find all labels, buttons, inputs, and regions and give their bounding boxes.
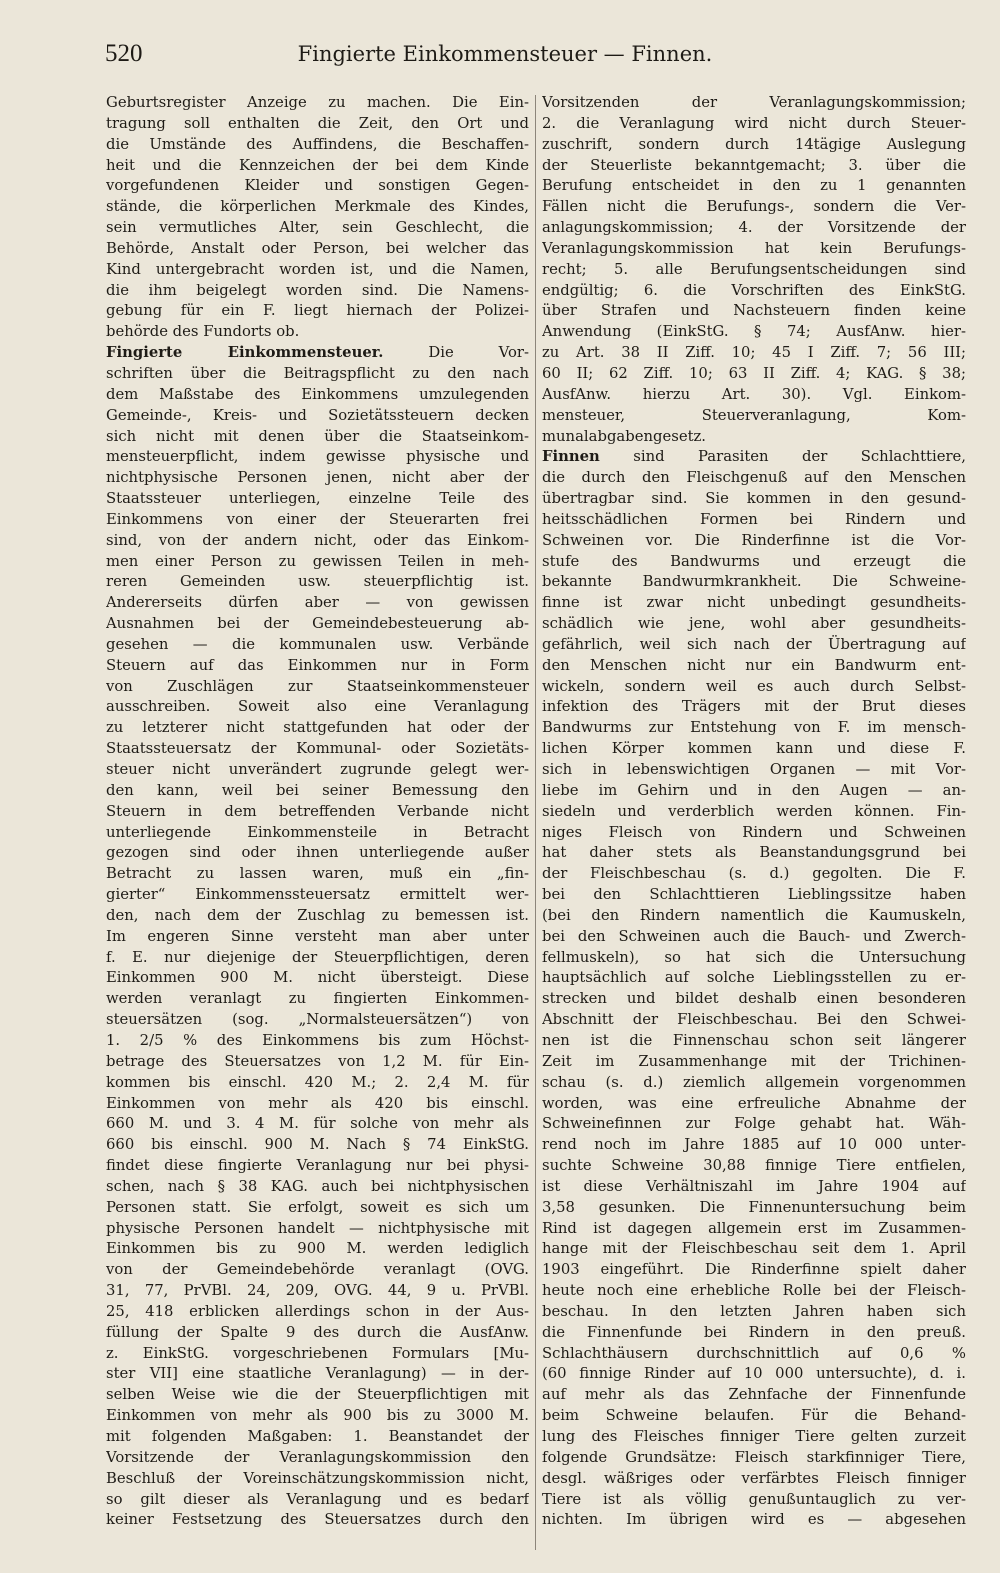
left-column-line: f. E. nur diejenige der Steuerpflichtigen, deren xyxy=(106,948,529,966)
right-column-line: ist diese Verhältniszahl im Jahre 1904 auf xyxy=(542,1177,966,1195)
right-column-line: 60 II; 62 Ziff. 10; 63 II Ziff. 4; KAG. § 38; xyxy=(542,364,966,382)
right-column-line: Schweinefinnen zur Folge gehabt hat. Wäh- xyxy=(542,1115,966,1133)
left-column-line: kommen bis einschl. 420 M.; 2. 2,4 M. für xyxy=(106,1073,529,1091)
left-column-line: physische Personen handelt — nichtphysische mit xyxy=(106,1219,529,1237)
right-column-line: Bandwurms zur Entstehung von F. im mensch- xyxy=(542,719,966,737)
right-column-line: stufe des Bandwurms und erzeugt die xyxy=(542,552,966,570)
left-column-line: zu letzterer nicht stattgefunden hat oder der xyxy=(106,719,529,737)
running-title: Fingierte Einkommensteuer — Finnen. xyxy=(297,42,713,66)
left-column-line: mensteuerpflicht, indem gewisse physische und xyxy=(106,448,529,466)
right-column-line: rend noch im Jahre 1885 auf 10 000 unter- xyxy=(542,1136,966,1154)
left-column-line: Behörde, Anstalt oder Person, bei welcher das xyxy=(106,239,529,257)
right-column-line: die durch den Fleischgenuß auf den Menschen xyxy=(542,469,966,487)
left-column-line: dem Maßstabe des Einkommens umzulegenden xyxy=(106,385,529,403)
right-column-line: der Steuerliste bekanntgemacht; 3. über die xyxy=(542,156,966,174)
left-column-line: Steuern in dem betreffenden Verbande nicht xyxy=(106,802,529,820)
right-column-line: bei den Schweinen auch die Bauch- und Zwerch- xyxy=(542,927,966,945)
left-column-line: nichtphysische Personen jenen, nicht aber der xyxy=(106,469,529,487)
right-column-line: Rind ist dagegen allgemein erst im Zusammen- xyxy=(542,1219,966,1237)
left-column-line: Einkommen von mehr als 420 bis einschl. xyxy=(106,1094,529,1112)
left-column-line: die Umstände des Auffindens, die Beschaffen- xyxy=(106,135,529,153)
right-column-line: Veranlagungskommission hat kein Berufungs- xyxy=(542,239,966,257)
right-column-line: die Finnenfunde bei Rindern in den preuß. xyxy=(542,1323,966,1341)
left-column-line: den, nach dem der Zuschlag zu bemessen ist. xyxy=(106,906,529,924)
right-column-line: finne ist zwar nicht unbedingt gesundheits- xyxy=(542,594,966,612)
right-column-line: (bei den Rindern namentlich die Kaumuskeln, xyxy=(542,906,966,924)
left-column-line: gezogen sind oder ihnen unterliegende außer xyxy=(106,844,529,862)
right-column-line: mensteuer, Steuerveranlagung, Kom- xyxy=(542,406,966,424)
left-column-line: 1. 2/5 % des Einkommens bis zum Höchst- xyxy=(106,1031,529,1049)
left-column-line: findet diese fingierte Veranlagung nur bei physi- xyxy=(106,1157,529,1175)
right-column-line: 1903 eingeführt. Die Rinderfinne spielt daher xyxy=(542,1261,966,1279)
left-column-line: Andererseits dürfen aber — von gewissen xyxy=(106,594,529,612)
right-column-line: Schlachthäusern durchschnittlich auf 0,6 % xyxy=(542,1344,966,1362)
left-column-line: sich nicht mit denen über die Staatseinkom- xyxy=(106,427,529,445)
left-column-line: füllung der Spalte 9 des durch die AusfAnw. xyxy=(106,1323,529,1341)
left-column xyxy=(106,93,529,1553)
left-column-line: betrage des Steuersatzes von 1,2 M. für Ein- xyxy=(106,1052,529,1070)
right-column-line: zuschrift, sondern durch 14tägige Auslegung xyxy=(542,135,966,153)
right-column-line: niges Fleisch von Rindern und Schweinen xyxy=(542,823,966,841)
left-column-line: gebung für ein F. liegt hiernach der Polizei- xyxy=(106,302,529,320)
right-column-line: bekannte Bandwurmkrankheit. Die Schweine- xyxy=(542,573,966,591)
right-column-line: Zeit im Zusammenhange mit der Trichinen- xyxy=(542,1052,966,1070)
left-column-line: behörde des Fundorts ob. xyxy=(106,323,300,341)
left-column-line: Ausnahmen bei der Gemeindebesteuerung ab- xyxy=(106,615,529,633)
right-column-line: suchte Schweine 30,88 finnige Tiere entfielen, xyxy=(542,1157,966,1175)
left-column-line: unterliegende Einkommensteile in Betracht xyxy=(106,823,529,841)
left-column-line: keiner Festsetzung des Steuersatzes durch den xyxy=(106,1511,529,1529)
right-column-line: infektion des Trägers mit der Brut dieses xyxy=(542,698,966,716)
page-header xyxy=(105,40,965,76)
right-column-line: gefährlich, weil sich nach der Übertragung auf xyxy=(542,635,966,653)
left-column-line: Einkommens von einer der Steuerarten frei xyxy=(106,510,529,528)
right-column-line: über Strafen und Nachsteuern finden keine xyxy=(542,302,966,320)
left-column-line: selben Weise wie die der Steuerpflichtigen mit xyxy=(106,1386,529,1404)
left-column-line: gierter“ Einkommenssteuersatz ermittelt wer- xyxy=(106,886,529,904)
right-column-line: Schweinen vor. Die Rinderfinne ist die Vor- xyxy=(542,531,966,549)
left-column-line: mit folgenden Maßgaben: 1. Beanstandet der xyxy=(106,1428,529,1445)
left-column-line: vorgefundenen Kleider und sonstigen Gegen- xyxy=(106,177,529,195)
left-column-line: Betracht zu lassen waren, muß ein „fin- xyxy=(106,865,529,883)
right-column-line: Abschnitt der Fleischbeschau. Bei den Schwei- xyxy=(542,1011,966,1029)
left-column-line: steuersätzen (sog. „Normalsteuersätzen“) von xyxy=(106,1011,529,1029)
left-column-line: so gilt dieser als Veranlagung und es bedarf xyxy=(106,1490,529,1508)
left-column-line: Geburtsregister Anzeige zu machen. Die Ein- xyxy=(106,94,529,111)
left-column-line: z. EinkStG. vorgeschriebenen Formulars [Mu- xyxy=(106,1344,529,1362)
right-column-line: beim Schweine belaufen. Für die Behand- xyxy=(542,1407,966,1425)
left-column-line: Personen statt. Sie erfolgt, soweit es sich um xyxy=(106,1198,529,1216)
right-column-line: AusfAnw. hierzu Art. 30). Vgl. Einkom- xyxy=(542,385,966,403)
left-column-line: schen, nach § 38 KAG. auch bei nichtphysischen xyxy=(106,1177,529,1195)
headword: Finnen xyxy=(542,448,600,466)
left-column-line: tragung soll enthalten die Zeit, den Ort und xyxy=(106,114,529,132)
left-column-line: steuer nicht unverändert zugrunde gelegt wer- xyxy=(106,761,529,778)
left-column-line: gesehen — die kommunalen usw. Verbände xyxy=(106,635,529,653)
right-column-line: recht; 5. alle Berufungsentscheidungen sind xyxy=(542,260,966,278)
column-divider xyxy=(535,95,536,1550)
right-column-line: folgende Grundsätze: Fleisch starkfinniger Tiere, xyxy=(542,1448,966,1466)
right-column-line: bei den Schlachttieren Lieblingssitze haben xyxy=(542,886,966,904)
left-column-line: 660 bis einschl. 900 M. Nach § 74 EinkStG. xyxy=(106,1136,529,1154)
right-column-line: fellmuskeln), so hat sich die Untersuchung xyxy=(542,948,966,966)
left-column-line: sein vermutliches Alter, sein Geschlecht, die xyxy=(106,219,529,237)
left-column-line: men einer Person zu gewissen Teilen in meh- xyxy=(106,552,529,570)
left-column-line: von Zuschlägen zur Staatseinkommensteuer xyxy=(106,677,529,695)
right-column-line: anlagungskommission; 4. der Vorsitzende der xyxy=(542,219,966,237)
left-column-line: Einkommen bis zu 900 M. werden lediglich xyxy=(106,1240,529,1258)
left-column-line: Staatssteuer unterliegen, einzelne Teile des xyxy=(106,490,529,508)
left-column-line: Beschluß der Voreinschätzungskommission nicht, xyxy=(106,1469,529,1487)
headword: Fingierte Einkommensteuer. xyxy=(106,344,384,362)
right-column-line: hauptsächlich auf solche Lieblingsstellen zu er- xyxy=(542,969,966,987)
right-column-line: nichten. Im übrigen wird es — abgesehen xyxy=(542,1511,966,1529)
right-column-line: Vorsitzenden der Veranlagungskommission; xyxy=(542,94,966,111)
right-column-line: schädlich wie jene, wohl aber gesundheits- xyxy=(542,615,966,633)
left-column-line: reren Gemeinden usw. steuerpflichtig ist. xyxy=(106,573,529,591)
right-column-line: hat daher stets als Beanstandungsgrund bei xyxy=(542,844,966,862)
left-column-line: schriften über die Beitragspflicht zu den nach xyxy=(106,364,529,382)
left-column-line: Im engeren Sinne versteht man aber unter xyxy=(106,927,529,945)
page-number: 520 xyxy=(105,40,143,67)
left-column-line: von der Gemeindebehörde veranlagt (OVG. xyxy=(106,1261,529,1279)
right-column-line: Berufung entscheidet in den zu 1 genannten xyxy=(542,177,966,195)
right-column-line: heitsschädlichen Formen bei Rindern und xyxy=(542,510,966,528)
right-column-line: (60 finnige Rinder auf 10 000 untersuchte), d. i. xyxy=(542,1365,966,1383)
left-column-line: heit und die Kennzeichen der bei dem Kinde xyxy=(106,156,529,174)
right-column-line: wickeln, sondern weil es auch durch Selbst- xyxy=(542,677,966,695)
left-column-line: ausschreiben. Soweit also eine Veranlagung xyxy=(106,698,529,716)
left-column-line: stände, die körperlichen Merkmale des Kindes, xyxy=(106,198,529,216)
right-column-line: liebe im Gehirn und in den Augen — an- xyxy=(542,781,966,799)
right-column-line: Finnen sind Parasiten der Schlachttiere, xyxy=(542,448,966,466)
right-column-line: heute noch eine erhebliche Rolle bei der Fleisch- xyxy=(542,1282,966,1300)
right-column-line: auf mehr als das Zehnfache der Finnenfunde xyxy=(542,1386,966,1404)
left-column-line: Vorsitzende der Veranlagungskommission den xyxy=(106,1448,529,1466)
right-column-line: lung des Fleisches finniger Tiere gelten zurzeit xyxy=(542,1428,966,1445)
right-column-line: übertragbar sind. Sie kommen in den gesund- xyxy=(542,490,966,508)
right-column-line: zu Art. 38 II Ziff. 10; 45 I Ziff. 7; 56 III; xyxy=(542,344,966,362)
right-column-line: sich in lebenswichtigen Organen — mit Vor- xyxy=(542,761,966,778)
left-column-line: sind, von der andern nicht, oder das Einkom- xyxy=(106,531,529,549)
right-column-line: nen ist die Finnenschau schon seit längerer xyxy=(542,1031,966,1049)
right-column-line: munalabgabengesetz. xyxy=(542,427,707,445)
right-column-line: lichen Körper kommen kann und diese F. xyxy=(542,740,966,758)
right-column-line: beschau. In den letzten Jahren haben sich xyxy=(542,1302,966,1320)
left-column-line: die ihm beigelegt worden sind. Die Namens- xyxy=(106,281,529,299)
right-column-line: desgl. wäßriges oder verfärbtes Fleisch finniger xyxy=(542,1469,966,1487)
right-column-line: strecken und bildet deshalb einen besonderen xyxy=(542,990,966,1008)
right-column-line: Tiere ist als völlig genußuntauglich zu ver- xyxy=(542,1490,966,1508)
left-column-line: Einkommen von mehr als 900 bis zu 3000 M. xyxy=(106,1407,529,1425)
right-column xyxy=(542,93,966,1553)
right-column-line: 3,58 gesunken. Die Finnenuntersuchung beim xyxy=(542,1198,966,1216)
right-column-line: siedeln und verderblich werden können. Fin- xyxy=(542,802,966,820)
left-column-line: 25, 418 erblicken allerdings schon in der Aus- xyxy=(106,1302,529,1320)
left-column-line: Fingierte Einkommensteuer. Die Vor- xyxy=(106,344,529,362)
left-column-line: den kann, weil bei seiner Bemessung den xyxy=(106,781,529,799)
right-column-line: schau (s. d.) ziemlich allgemein vorgenommen xyxy=(542,1073,966,1091)
right-column-line: hange mit der Fleischbeschau seit dem 1. April xyxy=(542,1240,966,1258)
left-column-line: 31, 77, PrVBl. 24, 209, OVG. 44, 9 u. PrVBl. xyxy=(106,1282,529,1300)
right-column-line: worden, was eine erfreuliche Abnahme der xyxy=(542,1094,966,1112)
left-column-line: ster VII] eine staatliche Veranlagung) — in der- xyxy=(106,1365,529,1383)
right-column-line: Fällen nicht die Berufungs-, sondern die Ver- xyxy=(542,198,966,216)
left-column-line: werden veranlagt zu fingierten Einkommen- xyxy=(106,990,529,1008)
right-column-line: 2. die Veranlagung wird nicht durch Steuer- xyxy=(542,114,966,132)
left-column-line: Staatssteuersatz der Kommunal- oder Sozietäts- xyxy=(106,740,529,758)
left-column-line: Gemeinde-, Kreis- und Sozietätssteuern decken xyxy=(106,406,529,424)
left-column-line: 660 M. und 3. 4 M. für solche von mehr als xyxy=(106,1115,529,1133)
left-column-line: Steuern auf das Einkommen nur in Form xyxy=(106,656,529,674)
left-column-line: Kind untergebracht worden ist, und die Namen, xyxy=(106,260,529,278)
right-column-line: Anwendung (EinkStG. § 74; AusfAnw. hier- xyxy=(542,323,966,341)
right-column-line: endgültig; 6. die Vorschriften des EinkStG. xyxy=(542,281,966,299)
right-column-line: der Fleischbeschau (s. d.) gegolten. Die F. xyxy=(542,865,966,883)
right-column-line: den Menschen nicht nur ein Bandwurm ent- xyxy=(542,656,966,674)
left-column-line: Einkommen 900 M. nicht übersteigt. Diese xyxy=(106,969,529,987)
